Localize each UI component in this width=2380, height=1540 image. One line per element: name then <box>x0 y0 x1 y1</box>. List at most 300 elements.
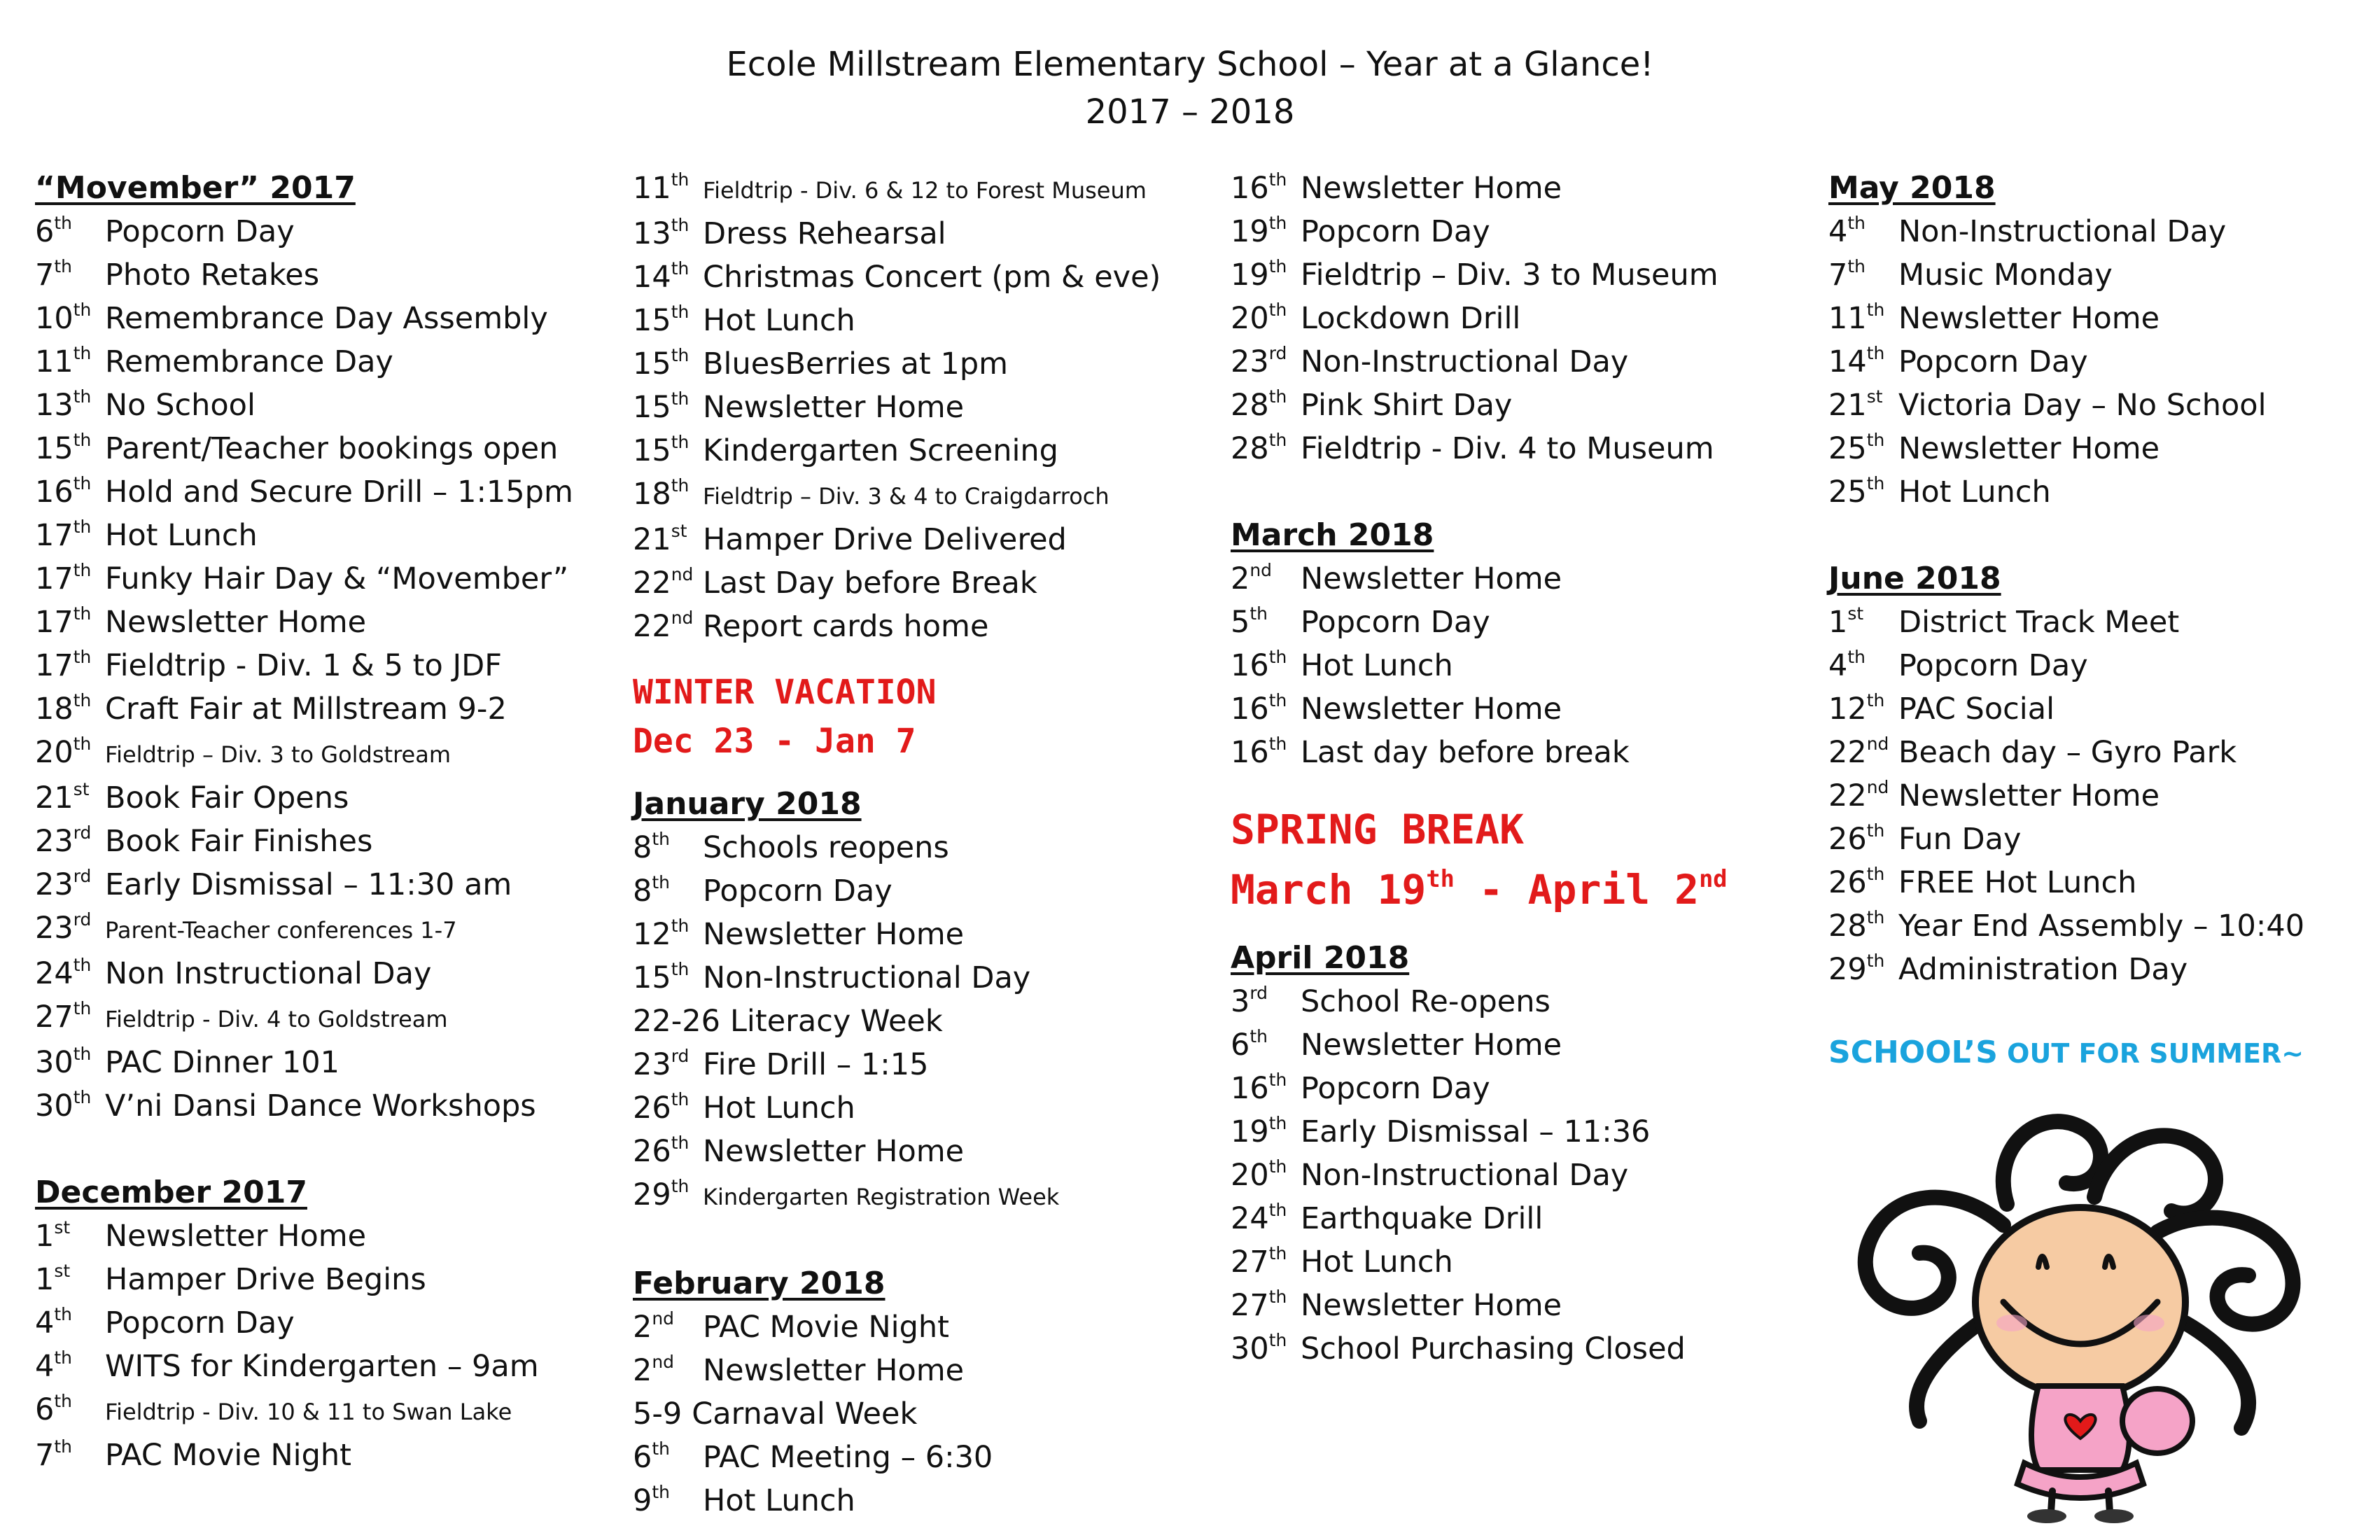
event-row <box>1828 253 2380 297</box>
event-day-number: 12 <box>633 917 671 952</box>
event-day-suffix: th <box>1847 213 1865 234</box>
event-day-number: 11 <box>35 344 74 379</box>
event-date <box>35 1434 105 1477</box>
event-day-number: 16 <box>1231 735 1269 770</box>
event-date <box>35 952 105 995</box>
event-day-number: 22-26 <box>633 1004 720 1039</box>
event-date <box>35 1301 105 1345</box>
spring-break-banner <box>1231 799 1805 920</box>
event-day-suffix: th <box>1268 1287 1287 1308</box>
event-day-suffix: th <box>1268 169 1287 190</box>
event-row <box>633 386 1207 429</box>
event-day-number: 3 <box>1231 984 1250 1019</box>
event-day-suffix: th <box>671 215 690 236</box>
event-description: PAC Social <box>1898 692 2055 727</box>
event-description: Newsletter Home <box>105 1219 367 1254</box>
event-day-number: 15 <box>633 433 671 468</box>
event-day-number: 24 <box>35 956 74 991</box>
page-header <box>0 41 2380 136</box>
event-row <box>633 913 1207 956</box>
event-date <box>633 561 703 605</box>
event-row <box>1231 731 1805 774</box>
event-row <box>1828 210 2380 253</box>
event-description: Photo Retakes <box>105 258 320 293</box>
event-date <box>35 340 105 384</box>
event-description: Fun Day <box>1898 822 2022 857</box>
event-date <box>1231 601 1301 644</box>
event-day-number: 4 <box>1828 648 1848 683</box>
event-day-number: 16 <box>35 475 74 510</box>
event-date <box>35 820 105 863</box>
event-description: Popcorn Day <box>1301 1071 1490 1106</box>
event-day-suffix: th <box>54 1436 72 1457</box>
event-description: Last Day before Break <box>703 566 1037 601</box>
event-day-suffix: th <box>1866 473 1885 494</box>
event-date <box>633 386 703 429</box>
event-description: Literacy Week <box>729 1004 943 1039</box>
event-day-number: 27 <box>35 1000 74 1035</box>
event-day-number: 28 <box>1828 909 1867 944</box>
event-day-suffix: nd <box>652 1352 674 1373</box>
event-day-suffix: th <box>73 560 92 581</box>
summer-message <box>1828 1035 2380 1070</box>
event-row <box>633 1043 1207 1086</box>
event-row <box>1231 427 1805 470</box>
event-date <box>1828 774 1898 818</box>
event-day-number: 29 <box>1828 952 1867 987</box>
event-day-number: 21 <box>35 780 74 816</box>
event-row <box>633 1436 1207 1479</box>
event-row <box>633 1086 1207 1130</box>
event-day-suffix: rd <box>73 909 92 930</box>
event-day-suffix: th <box>73 955 92 976</box>
event-date <box>1828 948 1898 991</box>
event-day-number: 6 <box>35 1392 55 1427</box>
event-day-suffix: th <box>73 998 92 1019</box>
event-day-suffix: st <box>1847 603 1864 624</box>
event-row <box>633 212 1207 255</box>
event-day-suffix: th <box>54 1348 72 1368</box>
event-date <box>1231 297 1301 340</box>
event-row <box>633 1306 1207 1349</box>
event-day-number: 23 <box>35 911 74 946</box>
event-description: Kindergarten Screening <box>703 433 1058 468</box>
event-day-number: 28 <box>1231 388 1269 423</box>
event-row <box>1231 687 1805 731</box>
event-day-suffix: th <box>1268 1243 1287 1264</box>
event-day-number: 7 <box>35 258 55 293</box>
event-date <box>1828 904 1898 948</box>
event-day-number: 2 <box>1231 561 1250 596</box>
event-description: Newsletter Home <box>1898 301 2160 336</box>
event-date <box>35 1388 105 1432</box>
event-description: Fieldtrip - Div. 1 & 5 to JDF <box>105 648 502 683</box>
event-date <box>35 514 105 557</box>
event-day-number: 16 <box>1231 1071 1269 1106</box>
event-description: Early Dismissal – 11:30 am <box>105 867 512 902</box>
event-row <box>633 956 1207 1000</box>
event-description: Craft Fair at Millstream 9-2 <box>105 692 507 727</box>
column-4 <box>1828 167 2380 1070</box>
event-day-suffix: th <box>54 213 72 234</box>
event-row <box>1231 1327 1805 1371</box>
event-description: Book Fair Opens <box>105 780 349 816</box>
event-day-number: 25 <box>1828 475 1867 510</box>
event-row <box>1231 1110 1805 1154</box>
event-day-suffix: th <box>671 169 690 190</box>
event-date <box>1231 687 1301 731</box>
event-date <box>1828 253 1898 297</box>
event-day-suffix: st <box>54 1261 71 1282</box>
event-date <box>633 342 703 386</box>
month-heading: “Movember” 2017 <box>35 170 356 206</box>
event-row <box>633 1479 1207 1522</box>
event-day-number: 22 <box>633 566 671 601</box>
event-row <box>633 1130 1207 1173</box>
event-description: Beach day – Gyro Park <box>1898 735 2237 770</box>
event-description: Hot Lunch <box>1301 1245 1453 1280</box>
event-date <box>633 1130 703 1173</box>
event-description: Fieldtrip - Div. 4 to Museum <box>1301 431 1714 466</box>
event-day-suffix: th <box>1250 1026 1268 1047</box>
event-row <box>633 1392 1207 1436</box>
event-description: Hamper Drive Delivered <box>703 522 1067 557</box>
event-day-number: 9 <box>633 1483 652 1518</box>
event-description: Funky Hair Day & “Movember” <box>105 561 569 596</box>
event-row <box>35 427 609 470</box>
event-day-suffix: th <box>73 1087 92 1108</box>
event-date <box>1231 644 1301 687</box>
event-description: Newsletter Home <box>1301 1028 1562 1063</box>
event-day-number: 2 <box>633 1353 652 1388</box>
event-day-suffix: rd <box>1250 983 1268 1004</box>
event-date <box>1828 427 1898 470</box>
event-description: Popcorn Day <box>1898 344 2088 379</box>
event-row <box>1231 297 1805 340</box>
event-day-suffix: th <box>1866 820 1885 841</box>
event-row <box>35 952 609 995</box>
section-november-2017 <box>35 167 609 1128</box>
event-row <box>633 299 1207 342</box>
event-description: No School <box>105 388 255 423</box>
spring-break-title: SPRING BREAK <box>1231 806 1525 853</box>
event-date <box>35 1084 105 1128</box>
event-description: FREE Hot Lunch <box>1898 865 2137 900</box>
event-day-number: 23 <box>35 867 74 902</box>
event-day-suffix: th <box>671 1133 690 1154</box>
event-description: Fire Drill – 1:15 <box>703 1047 929 1082</box>
month-heading: January 2018 <box>633 786 862 822</box>
event-row <box>35 384 609 427</box>
spring-separator: - <box>1454 866 1528 913</box>
event-day-suffix: nd <box>671 564 694 585</box>
event-day-suffix: th <box>73 734 92 755</box>
event-description: Fieldtrip – Div. 3 & 4 to Craigdarroch <box>703 483 1110 510</box>
event-description: PAC Movie Night <box>105 1438 351 1473</box>
event-day-number: 6 <box>1231 1028 1250 1063</box>
event-description: Hot Lunch <box>703 1091 855 1126</box>
event-row <box>633 1000 1207 1043</box>
event-date <box>35 210 105 253</box>
event-day-number: 1 <box>1828 605 1848 640</box>
event-description: Popcorn Day <box>105 1306 295 1340</box>
event-row <box>35 601 609 644</box>
event-day-suffix: th <box>1847 647 1865 668</box>
event-date <box>633 913 703 956</box>
event-day-suffix: th <box>54 1304 72 1325</box>
event-day-number: 4 <box>1828 214 1848 249</box>
event-day-number: 17 <box>35 518 74 553</box>
event-day-suffix: th <box>652 1482 670 1503</box>
event-day-number: 20 <box>1231 301 1269 336</box>
event-date <box>633 956 703 1000</box>
event-day-number: 22 <box>1828 778 1867 813</box>
event-description: Popcorn Day <box>105 214 295 249</box>
event-day-suffix: st <box>1866 386 1883 407</box>
event-description: Book Fair Finishes <box>105 824 373 859</box>
event-date <box>35 384 105 427</box>
event-day-suffix: th <box>73 1044 92 1065</box>
event-date <box>633 299 703 342</box>
event-row <box>633 472 1207 518</box>
event-row <box>1828 774 2380 818</box>
event-description: Parent/Teacher bookings open <box>105 431 559 466</box>
event-row <box>1828 687 2380 731</box>
event-description: Fieldtrip - Div. 4 to Goldstream <box>105 1006 448 1032</box>
event-date <box>1231 253 1301 297</box>
event-day-number: 17 <box>35 648 74 683</box>
event-day-number: 20 <box>1231 1158 1269 1193</box>
winter-vacation-dates: Dec 23 - Jan 7 <box>633 722 916 761</box>
event-description: Popcorn Day <box>1898 648 2088 683</box>
event-description: Kindergarten Registration Week <box>703 1184 1060 1210</box>
spring-end: April 2 <box>1527 866 1700 913</box>
event-day-number: 26 <box>1828 865 1867 900</box>
event-date <box>1828 470 1898 514</box>
event-day-suffix: th <box>671 959 690 980</box>
column-1 <box>35 167 609 1520</box>
event-day-suffix: th <box>1866 430 1885 451</box>
event-date <box>633 1479 703 1522</box>
event-day-suffix: th <box>652 829 670 850</box>
event-date <box>35 427 105 470</box>
event-day-suffix: th <box>1866 690 1885 711</box>
event-row <box>1231 557 1805 601</box>
event-description: Report cards home <box>703 609 989 644</box>
event-day-suffix: th <box>1268 1070 1287 1091</box>
month-heading: June 2018 <box>1828 561 2001 596</box>
event-row <box>1828 904 2380 948</box>
summer-message-rest: OUT FOR SUMMER~ <box>1997 1038 2304 1069</box>
event-row <box>35 1084 609 1128</box>
event-row <box>35 340 609 384</box>
event-date <box>633 1349 703 1392</box>
event-date <box>35 557 105 601</box>
event-row <box>1828 340 2380 384</box>
event-day-suffix: th <box>73 647 92 668</box>
event-day-number: 23 <box>35 824 74 859</box>
event-date <box>1231 1023 1301 1067</box>
event-day-number: 30 <box>35 1088 74 1124</box>
event-description: Hot Lunch <box>1301 648 1453 683</box>
event-day-number: 23 <box>1231 344 1269 379</box>
event-date <box>633 1043 703 1086</box>
event-day-suffix: th <box>1847 256 1865 277</box>
event-date <box>633 826 703 869</box>
event-row <box>1828 427 2380 470</box>
event-day-number: 16 <box>1231 648 1269 683</box>
event-day-suffix: st <box>73 779 90 800</box>
event-day-suffix: th <box>1268 647 1287 668</box>
event-date <box>1828 297 1898 340</box>
event-day-suffix: th <box>652 872 670 893</box>
month-heading: February 2018 <box>633 1266 886 1301</box>
event-description: School Re-opens <box>1301 984 1550 1019</box>
event-day-number: 5-9 <box>633 1396 682 1432</box>
event-day-number: 22 <box>1828 735 1867 770</box>
event-description: Non-Instructional Day <box>1301 1158 1629 1193</box>
event-description: Non-Instructional Day <box>1301 344 1629 379</box>
event-row <box>633 826 1207 869</box>
section-february-continued <box>1231 167 1805 470</box>
spring-end-suffix: nd <box>1699 864 1728 892</box>
month-heading: December 2017 <box>35 1175 307 1210</box>
event-row <box>1828 731 2380 774</box>
cartoon-girl-illustration <box>1828 1092 2346 1526</box>
event-description: PAC Meeting – 6:30 <box>703 1440 993 1475</box>
event-day-suffix: th <box>73 430 92 451</box>
event-day-number: 8 <box>633 830 652 865</box>
event-date <box>35 906 105 950</box>
event-day-suffix: st <box>671 521 687 542</box>
event-day-suffix: th <box>671 1176 690 1197</box>
event-day-number: 27 <box>1231 1288 1269 1323</box>
event-row <box>1231 644 1805 687</box>
section-april-2018 <box>1231 937 1805 1371</box>
event-description: Non Instructional Day <box>105 956 432 991</box>
event-day-number: 11 <box>1828 301 1867 336</box>
event-day-number: 23 <box>633 1047 671 1082</box>
event-row <box>35 1301 609 1345</box>
event-day-suffix: th <box>73 690 92 711</box>
event-description: Non-Instructional Day <box>1898 214 2227 249</box>
event-day-number: 19 <box>1231 214 1269 249</box>
event-day-number: 15 <box>633 390 671 425</box>
event-day-number: 18 <box>35 692 74 727</box>
event-day-suffix: th <box>671 302 690 323</box>
event-row <box>633 1173 1207 1219</box>
event-date <box>35 253 105 297</box>
event-day-number: 1 <box>35 1219 55 1254</box>
section-may-2018 <box>1828 167 2380 514</box>
event-row <box>633 429 1207 472</box>
event-date <box>1231 1327 1301 1371</box>
section-december-continued <box>633 167 1207 648</box>
event-row <box>1231 167 1805 210</box>
month-heading: May 2018 <box>1828 170 1996 206</box>
event-day-number: 30 <box>35 1045 74 1080</box>
event-day-number: 17 <box>35 605 74 640</box>
event-date <box>35 687 105 731</box>
event-day-suffix: th <box>1268 690 1287 711</box>
event-description: Popcorn Day <box>703 874 892 909</box>
event-date <box>1231 384 1301 427</box>
event-date <box>35 995 105 1039</box>
event-day-number: 28 <box>1231 431 1269 466</box>
event-description: Christmas Concert (pm & eve) <box>703 260 1161 295</box>
event-date <box>1231 1284 1301 1327</box>
event-description: Fieldtrip - Div. 10 & 11 to Swan Lake <box>105 1399 512 1425</box>
event-row <box>35 210 609 253</box>
event-date <box>1231 1154 1301 1197</box>
event-day-number: 22 <box>633 609 671 644</box>
event-date <box>633 1173 703 1217</box>
winter-vacation-banner <box>633 668 1207 766</box>
event-description: Dress Rehearsal <box>703 216 946 251</box>
event-description: Hold and Secure Drill – 1:15pm <box>105 475 573 510</box>
event-date <box>35 1041 105 1084</box>
event-date <box>35 776 105 820</box>
event-day-number: 26 <box>1828 822 1867 857</box>
event-date <box>35 1258 105 1301</box>
event-day-number: 8 <box>633 874 652 909</box>
event-day-suffix: th <box>73 300 92 321</box>
event-day-suffix: th <box>1268 256 1287 277</box>
event-row <box>1828 470 2380 514</box>
event-day-number: 21 <box>633 522 671 557</box>
event-date <box>633 605 703 648</box>
event-date <box>35 1214 105 1258</box>
event-day-suffix: th <box>671 475 690 496</box>
event-date <box>1828 384 1898 427</box>
event-description: Remembrance Day <box>105 344 393 379</box>
event-day-suffix: th <box>1268 1156 1287 1177</box>
event-description: Non-Instructional Day <box>703 960 1031 995</box>
event-day-suffix: rd <box>671 1046 690 1067</box>
section-march-2018 <box>1231 514 1805 774</box>
event-description: Newsletter Home <box>1301 1288 1562 1323</box>
event-description: District Track Meet <box>1898 605 2180 640</box>
column-2 <box>633 167 1207 1540</box>
section-february-2018 <box>633 1262 1207 1522</box>
event-description: Newsletter Home <box>703 917 965 952</box>
winter-vacation-title: WINTER VACATION <box>633 673 937 712</box>
event-row <box>35 514 609 557</box>
event-day-suffix: rd <box>1268 343 1287 364</box>
event-day-suffix: th <box>1866 343 1885 364</box>
event-date <box>1231 1240 1301 1284</box>
event-date <box>633 1392 682 1436</box>
event-date <box>633 1000 720 1043</box>
event-row <box>1231 980 1805 1023</box>
event-row <box>1828 644 2380 687</box>
event-day-number: 10 <box>35 301 74 336</box>
event-description: WITS for Kindergarten – 9am <box>105 1349 539 1384</box>
event-row <box>35 1434 609 1477</box>
event-row <box>35 776 609 820</box>
event-day-suffix: th <box>54 256 72 277</box>
event-date <box>633 429 703 472</box>
event-date <box>633 1436 703 1479</box>
event-day-number: 14 <box>633 260 671 295</box>
event-day-number: 24 <box>1231 1201 1269 1236</box>
event-day-suffix: th <box>1268 1200 1287 1221</box>
event-row <box>35 297 609 340</box>
event-description: Hamper Drive Begins <box>105 1262 426 1297</box>
event-row <box>1231 340 1805 384</box>
event-day-number: 14 <box>1828 344 1867 379</box>
event-description: Newsletter Home <box>1301 692 1562 727</box>
